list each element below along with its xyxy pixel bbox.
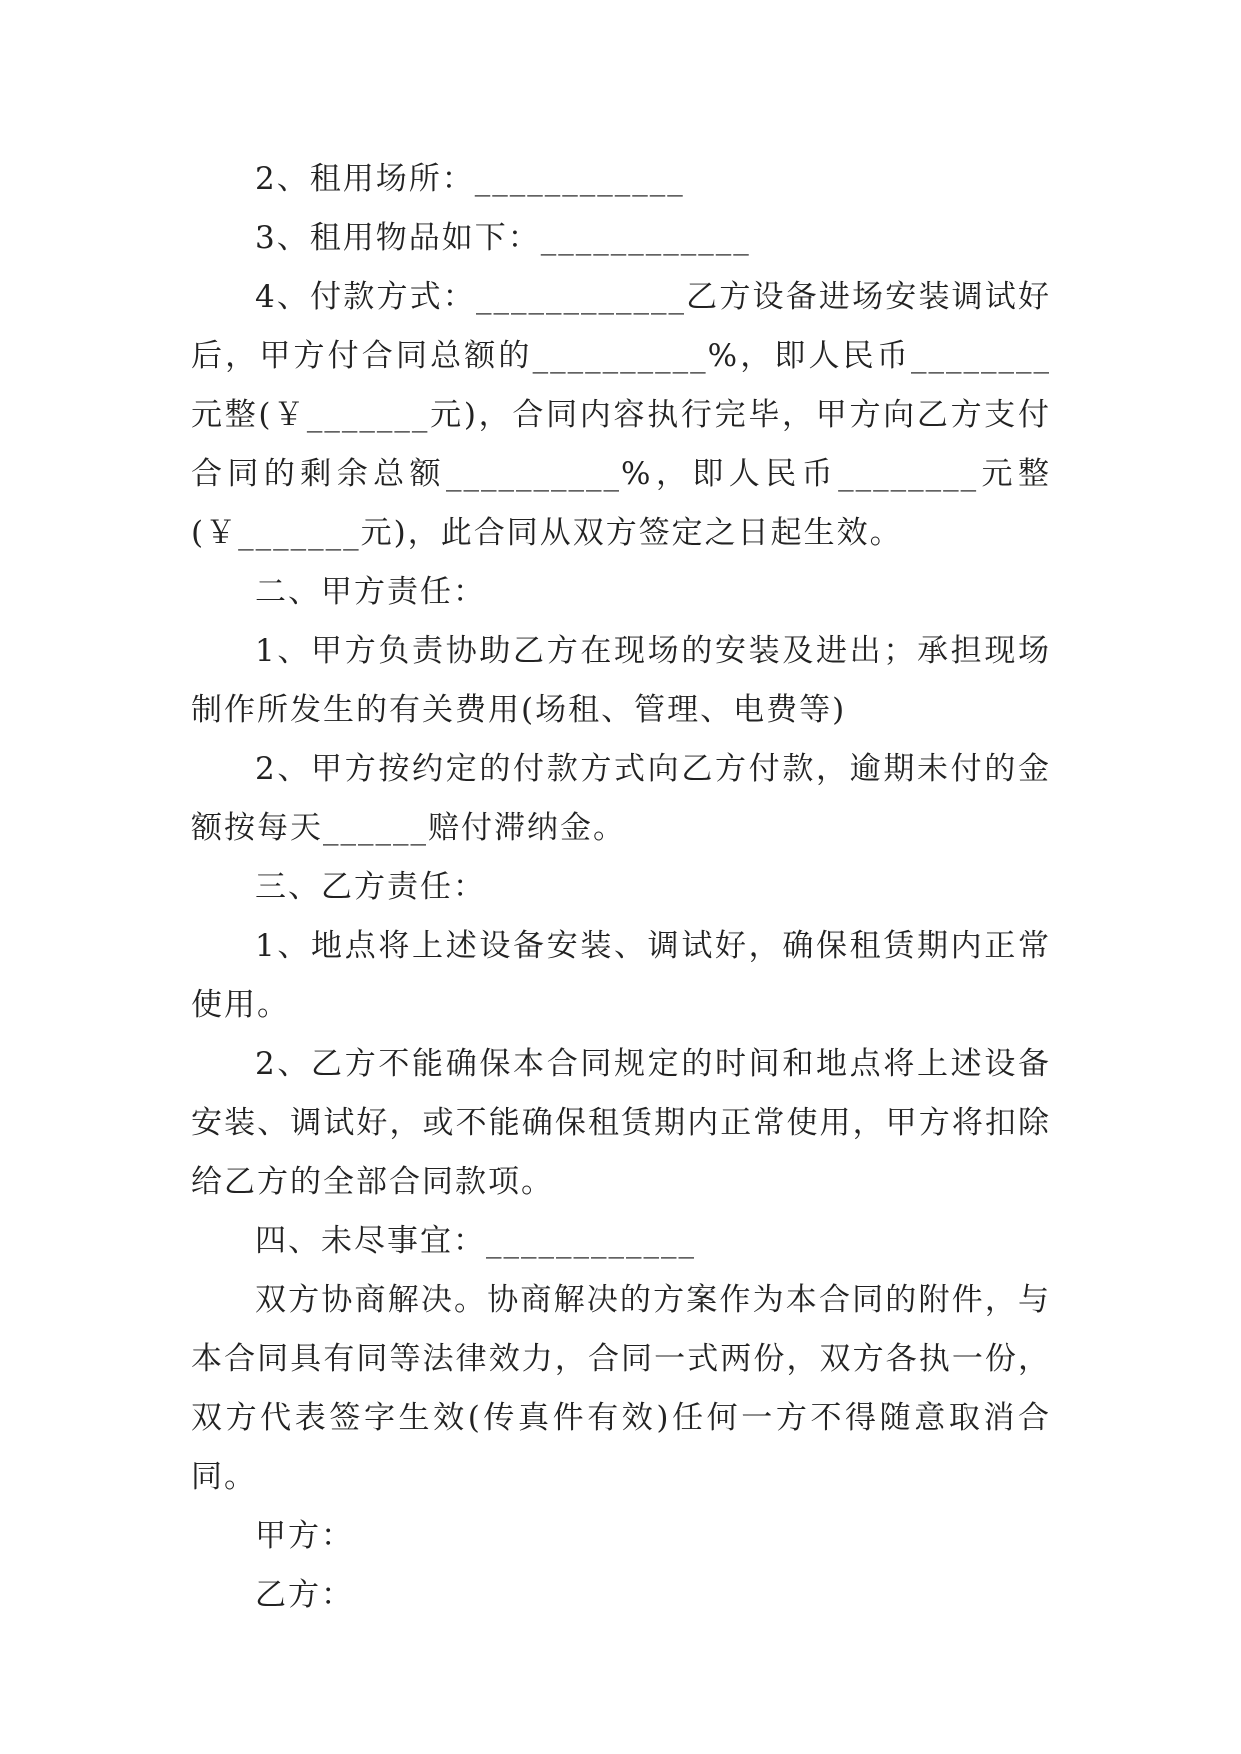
item-3-goods: 3、租用物品如下：____________ <box>255 220 751 256</box>
section-2-title: 二、甲方责任： <box>255 574 486 610</box>
section-4-title: 四、未尽事宜：____________ <box>255 1223 696 1259</box>
item-4-payment: 4、付款方式：____________乙方设备进场安装调试好后，甲方付合同总额的__________%，即人民币________元整(￥_______元)，合同内容执行完毕，甲方向乙方支付合同的剩余总额__________%，即人民币________元整(￥_______元)，此合同从双方签定之日起生效。 <box>191 279 1051 551</box>
party-a-signature: 甲方： <box>255 1518 354 1554</box>
section-4-body: 双方协商解决。协商解决的方案作为本合同的附件，与本合同具有同等法律效力，合同一式两份，双方各执一份，双方代表签字生效(传真件有效)任何一方不得随意取消合同。 <box>191 1282 1051 1495</box>
party-b-signature: 乙方： <box>255 1577 354 1613</box>
section-3-item-2: 2、乙方不能确保本合同规定的时间和地点将上述设备安装、调试好，或不能确保租赁期内正常使用，甲方将扣除给乙方的全部合同款项。 <box>191 1046 1051 1200</box>
section-3-item-1: 1、地点将上述设备安装、调试好，确保租赁期内正常使用。 <box>191 928 1051 1023</box>
section-2-item-1: 1、甲方负责协助乙方在现场的安装及进出；承担现场制作所发生的有关费用(场租、管理、电费等) <box>191 633 1051 728</box>
section-2-item-2: 2、甲方按约定的付款方式向乙方付款，逾期未付的金额按每天______赔付滞纳金。 <box>191 751 1051 846</box>
contract-body <box>191 150 1051 1625</box>
section-3-title: 三、乙方责任： <box>255 869 486 905</box>
item-2-venue: 2、租用场所：____________ <box>255 161 685 197</box>
